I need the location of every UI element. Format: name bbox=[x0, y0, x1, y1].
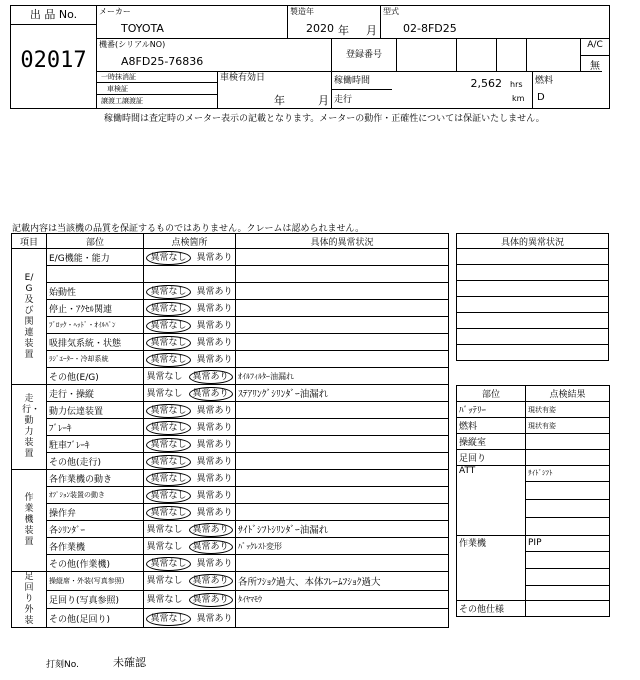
check-cell bbox=[144, 249, 236, 266]
abnormal-option[interactable]: 異常あり bbox=[196, 558, 233, 569]
abnormal-option[interactable]: 異常あり bbox=[196, 439, 233, 450]
part-cell: 操作弁 bbox=[47, 504, 144, 521]
check-cell bbox=[144, 436, 236, 453]
work-line bbox=[526, 552, 609, 569]
check-cell bbox=[144, 470, 236, 487]
table-row bbox=[12, 436, 449, 453]
table-row bbox=[12, 572, 449, 591]
normal-option[interactable]: 異常なし bbox=[146, 285, 190, 299]
abnormal-option[interactable]: 異常あり bbox=[189, 387, 233, 401]
detail-cell: ﾊﾞｯｸﾚｽﾄ変形 bbox=[236, 538, 449, 555]
check-cell bbox=[144, 521, 236, 538]
part-cell: ｵﾌﾟｼｮﾝ装置の動き bbox=[47, 487, 144, 504]
result-part: 作業機 bbox=[457, 536, 526, 601]
table-row bbox=[12, 590, 449, 609]
expiry-year-unit: 年 bbox=[274, 94, 285, 107]
check-cell bbox=[144, 487, 236, 504]
serial-cell bbox=[97, 39, 332, 72]
check-cell bbox=[144, 572, 236, 591]
part-cell: 操縦席・外装(写真参照) bbox=[47, 572, 144, 591]
part-cell: その他(作業機) bbox=[47, 555, 144, 572]
right-detail-row bbox=[457, 281, 609, 297]
table-row bbox=[12, 609, 449, 628]
table-row bbox=[12, 453, 449, 470]
year-cell bbox=[288, 6, 381, 39]
abnormal-option[interactable]: 異常あり bbox=[196, 507, 233, 518]
check-cell bbox=[144, 504, 236, 521]
serial-label: 機番(シリアルNO) bbox=[99, 40, 166, 49]
temp-permit-label: 一時抹消証 bbox=[97, 72, 217, 83]
part-cell: 足回り(写真参照) bbox=[47, 590, 144, 609]
reg-label: 登録番号 bbox=[346, 50, 383, 60]
normal-option[interactable]: 異常なし bbox=[146, 557, 190, 571]
ac-value: 無 bbox=[590, 61, 600, 72]
part-cell: 停止・ｱｸｾﾙ関連 bbox=[47, 300, 144, 317]
inspection-cert-label: 車検証 bbox=[97, 84, 217, 95]
disposal-cert-label: 譲渡工譲渡証 bbox=[101, 97, 143, 105]
table-row bbox=[12, 317, 449, 334]
abnormal-option[interactable]: 異常あり bbox=[196, 473, 233, 484]
table-row bbox=[12, 538, 449, 555]
table-row bbox=[12, 470, 449, 487]
abnormal-option[interactable]: 異常あり bbox=[189, 523, 233, 537]
fuel-value: D bbox=[537, 92, 545, 103]
part-cell: その他(足回り) bbox=[47, 609, 144, 628]
part-cell: 始動性 bbox=[47, 283, 144, 300]
normal-option[interactable]: 異常なし bbox=[146, 506, 190, 520]
result-value: 現状有姿 bbox=[526, 402, 610, 418]
check-cell bbox=[144, 300, 236, 317]
header-category: 項目 bbox=[12, 234, 47, 249]
part-cell bbox=[47, 266, 144, 283]
detail-cell bbox=[236, 283, 449, 300]
right-detail-row bbox=[457, 265, 609, 281]
abnormal-option[interactable]: 異常あり bbox=[196, 613, 233, 624]
normal-option[interactable]: 異常なし bbox=[146, 336, 190, 350]
normal-option[interactable]: 異常なし bbox=[146, 472, 190, 486]
hours-label: 稼働時間 bbox=[334, 76, 371, 86]
mileage-label: 走行 bbox=[334, 95, 353, 105]
detail-cell bbox=[236, 402, 449, 419]
detail-cell bbox=[236, 419, 449, 436]
result-part: 燃料 bbox=[457, 418, 526, 434]
check-cell bbox=[144, 385, 236, 402]
ac-label: A/C bbox=[587, 40, 603, 50]
category-label: 作業機装置 bbox=[12, 470, 47, 572]
expiry-month-unit: 月 bbox=[318, 94, 329, 107]
normal-option[interactable]: 異常なし bbox=[146, 371, 183, 382]
result-part: 足回り bbox=[457, 450, 526, 466]
check-cell bbox=[144, 538, 236, 555]
check-cell bbox=[144, 334, 236, 351]
result-header-result: 点検結果 bbox=[526, 386, 610, 402]
exhibit-no: 02017 bbox=[20, 48, 87, 73]
stamp-label: 打刻No. bbox=[46, 660, 79, 670]
detail-cell: ｻｲﾄﾞｼﾌﾄｼﾘﾝﾀﾞｰ油漏れ bbox=[236, 521, 449, 538]
part-cell: 各作業機の動き bbox=[47, 470, 144, 487]
normal-option[interactable]: 異常なし bbox=[146, 489, 190, 503]
normal-option[interactable]: 異常なし bbox=[146, 388, 183, 399]
result-value-work bbox=[526, 536, 610, 601]
detail-cell bbox=[236, 334, 449, 351]
table-row bbox=[12, 555, 449, 572]
header-part: 部位 bbox=[47, 234, 144, 249]
detail-cell bbox=[236, 504, 449, 521]
normal-option[interactable]: 異常なし bbox=[146, 421, 190, 435]
part-cell: E/G機能・能力 bbox=[47, 249, 144, 266]
part-cell: ﾌﾞﾚｰｷ bbox=[47, 419, 144, 436]
detail-cell: 各所ﾌｼｮｸ過大、本体ﾌﾚｰﾑﾌｼｮｸ過大 bbox=[236, 572, 449, 591]
part-cell: 吸排気系統・状態 bbox=[47, 334, 144, 351]
abnormal-option[interactable]: 異常あり bbox=[196, 303, 233, 314]
table-row bbox=[12, 334, 449, 351]
inspection-table bbox=[11, 233, 449, 628]
detail-cell: ｵｲﾙﾌｨﾙﾀｰ油漏れ bbox=[236, 368, 449, 385]
right-detail-row bbox=[457, 329, 609, 345]
detail-cell bbox=[236, 453, 449, 470]
normal-option[interactable]: 異常なし bbox=[146, 302, 190, 316]
right-detail-row bbox=[457, 345, 609, 361]
detail-cell bbox=[236, 555, 449, 572]
ac-divider bbox=[580, 55, 610, 56]
right-detail-row bbox=[457, 313, 609, 329]
detail-cell: ｽﾃｱﾘﾝｸﾞｼﾘﾝﾀﾞｰ油漏れ bbox=[236, 385, 449, 402]
check-cell bbox=[144, 555, 236, 572]
att-line bbox=[526, 500, 609, 518]
abnormal-option[interactable]: 異常あり bbox=[196, 320, 233, 331]
part-cell: その他(走行) bbox=[47, 453, 144, 470]
part-cell: 各ｼﾘﾝﾀﾞｰ bbox=[47, 521, 144, 538]
abnormal-option[interactable]: 異常あり bbox=[196, 405, 233, 416]
right-detail-row bbox=[457, 297, 609, 313]
reg-col-3 bbox=[496, 39, 497, 71]
work-line bbox=[526, 569, 609, 586]
model-label: 型式 bbox=[383, 7, 399, 16]
cert-cell bbox=[97, 72, 218, 108]
table-row bbox=[12, 351, 449, 368]
year-label: 製造年 bbox=[290, 7, 314, 16]
model-value: 02-8FD25 bbox=[403, 22, 457, 35]
check-cell bbox=[144, 317, 236, 334]
exhibit-no-box bbox=[11, 6, 97, 108]
part-cell: 駐車ﾌﾞﾚｰｷ bbox=[47, 436, 144, 453]
right-detail-header: 具体的異常状況 bbox=[457, 234, 609, 249]
normal-option[interactable]: 異常なし bbox=[146, 612, 190, 626]
table-row bbox=[12, 521, 449, 538]
check-cell bbox=[144, 590, 236, 609]
note-quality: 記載内容は当該機の品質を保証するものではありません。クレームは認められません。 bbox=[12, 224, 365, 234]
normal-option[interactable]: 異常なし bbox=[146, 251, 190, 265]
reg-col-2 bbox=[456, 39, 457, 71]
detail-cell bbox=[236, 487, 449, 504]
check-cell bbox=[144, 402, 236, 419]
normal-option[interactable]: 異常なし bbox=[146, 404, 190, 418]
year-unit: 年 bbox=[338, 24, 349, 37]
maker-label: メーカー bbox=[99, 7, 131, 16]
abnormal-option[interactable]: 異常あり bbox=[196, 286, 233, 297]
reg-cell bbox=[332, 39, 602, 72]
stamp-value: 未確認 bbox=[113, 656, 146, 669]
header-detail: 具体的異常状況 bbox=[236, 234, 449, 249]
result-part: ATT bbox=[457, 466, 526, 536]
right-detail-row bbox=[457, 249, 609, 265]
part-cell: 動力伝達装置 bbox=[47, 402, 144, 419]
hours-value: 2,562 bbox=[470, 77, 502, 90]
year-value: 2020 bbox=[306, 22, 334, 35]
note-hours: 稼働時間は査定時のメーター表示の記載となります。メーターの動作・正確性については保証いたしません。 bbox=[104, 114, 545, 124]
abnormal-option[interactable]: 異常あり bbox=[196, 490, 233, 501]
detail-cell bbox=[236, 266, 449, 283]
hours-cell bbox=[332, 72, 533, 108]
fuel-label: 燃料 bbox=[535, 76, 554, 86]
result-part: その他仕様 bbox=[457, 601, 526, 617]
abnormal-option[interactable]: 異常あり bbox=[189, 574, 233, 588]
att-line: ｻｲﾄﾞｼﾌﾄ bbox=[526, 466, 609, 482]
table-row bbox=[12, 504, 449, 521]
header-block bbox=[10, 5, 610, 109]
table-row bbox=[12, 300, 449, 317]
result-value: 現状有姿 bbox=[526, 418, 610, 434]
result-value bbox=[526, 450, 610, 466]
right-result-table bbox=[456, 385, 610, 617]
category-label: 足回り外装 bbox=[12, 572, 47, 628]
result-value bbox=[526, 601, 610, 617]
reg-col-1 bbox=[396, 39, 397, 71]
check-cell bbox=[144, 266, 236, 283]
inspection-expiry-label: 車検有効日 bbox=[220, 73, 266, 83]
abnormal-option[interactable]: 異常あり bbox=[196, 354, 233, 365]
detail-cell bbox=[236, 351, 449, 368]
hours-unit: hrs bbox=[510, 80, 523, 89]
table-row bbox=[12, 368, 449, 385]
part-cell: 各作業機 bbox=[47, 538, 144, 555]
part-cell: 走行・操縦 bbox=[47, 385, 144, 402]
part-cell: ﾌﾞﾛｯｸ・ﾍｯﾄﾞ・ｵｲﾙﾊﾟﾝ bbox=[47, 317, 144, 334]
normal-option[interactable]: 異常なし bbox=[146, 319, 190, 333]
detail-cell: ﾀｲﾔﾏﾓｳ bbox=[236, 590, 449, 609]
serial-value: A8FD25-76836 bbox=[121, 55, 204, 68]
maker-value: TOYOTA bbox=[121, 22, 164, 35]
detail-cell bbox=[236, 470, 449, 487]
abnormal-option[interactable]: 異常あり bbox=[196, 456, 233, 467]
normal-option[interactable]: 異常なし bbox=[146, 353, 190, 367]
right-detail-table bbox=[456, 233, 609, 361]
detail-cell bbox=[236, 249, 449, 266]
abnormal-option[interactable]: 異常あり bbox=[189, 540, 233, 554]
abnormal-option[interactable]: 異常あり bbox=[196, 252, 233, 263]
model-cell bbox=[381, 6, 609, 39]
detail-cell bbox=[236, 300, 449, 317]
category-label: 走行・動力装置 bbox=[12, 385, 47, 470]
detail-cell bbox=[236, 317, 449, 334]
normal-option[interactable]: 異常なし bbox=[146, 594, 183, 605]
detail-cell bbox=[236, 609, 449, 628]
header-check: 点検箇所 bbox=[144, 234, 236, 249]
att-line bbox=[526, 482, 609, 500]
work-line: PIP bbox=[526, 536, 609, 552]
normal-option[interactable]: 異常なし bbox=[146, 524, 183, 535]
inspection-expiry-cell bbox=[218, 72, 332, 108]
table-row bbox=[12, 402, 449, 419]
month-unit: 月 bbox=[366, 24, 377, 37]
normal-option[interactable]: 異常なし bbox=[146, 541, 183, 552]
normal-option[interactable]: 異常なし bbox=[146, 455, 190, 469]
result-part: ﾊﾞｯﾃﾘｰ bbox=[457, 402, 526, 418]
hours-divider bbox=[332, 89, 392, 90]
result-part: 操縦室 bbox=[457, 434, 526, 450]
fuel-cell bbox=[533, 72, 609, 108]
table-row bbox=[12, 385, 449, 402]
result-header-part: 部位 bbox=[457, 386, 526, 402]
exhibit-no-label: 出 品 No. bbox=[11, 6, 96, 25]
table-row bbox=[12, 419, 449, 436]
table-row bbox=[12, 487, 449, 504]
part-cell: ﾗｼﾞｴｰﾀｰ・冷却系統 bbox=[47, 351, 144, 368]
maker-cell bbox=[97, 6, 288, 39]
category-label: E/G及び関連装置 bbox=[12, 249, 47, 385]
table-row bbox=[12, 266, 449, 283]
check-cell bbox=[144, 283, 236, 300]
abnormal-option[interactable]: 異常あり bbox=[189, 370, 233, 384]
normal-option[interactable]: 異常なし bbox=[146, 438, 190, 452]
abnormal-option[interactable]: 異常あり bbox=[196, 422, 233, 433]
check-cell bbox=[144, 453, 236, 470]
abnormal-option[interactable]: 異常あり bbox=[196, 337, 233, 348]
check-cell bbox=[144, 351, 236, 368]
normal-option[interactable]: 異常なし bbox=[146, 576, 183, 587]
check-cell bbox=[144, 609, 236, 628]
mileage-unit: km bbox=[512, 94, 525, 103]
reg-col-4 bbox=[526, 39, 527, 71]
part-cell: その他(E/G) bbox=[47, 368, 144, 385]
abnormal-option[interactable]: 異常あり bbox=[189, 593, 233, 607]
table-row bbox=[12, 283, 449, 300]
result-value-att bbox=[526, 466, 610, 536]
check-cell bbox=[144, 368, 236, 385]
check-cell bbox=[144, 419, 236, 436]
detail-cell bbox=[236, 436, 449, 453]
result-value bbox=[526, 434, 610, 450]
table-row bbox=[12, 249, 449, 266]
